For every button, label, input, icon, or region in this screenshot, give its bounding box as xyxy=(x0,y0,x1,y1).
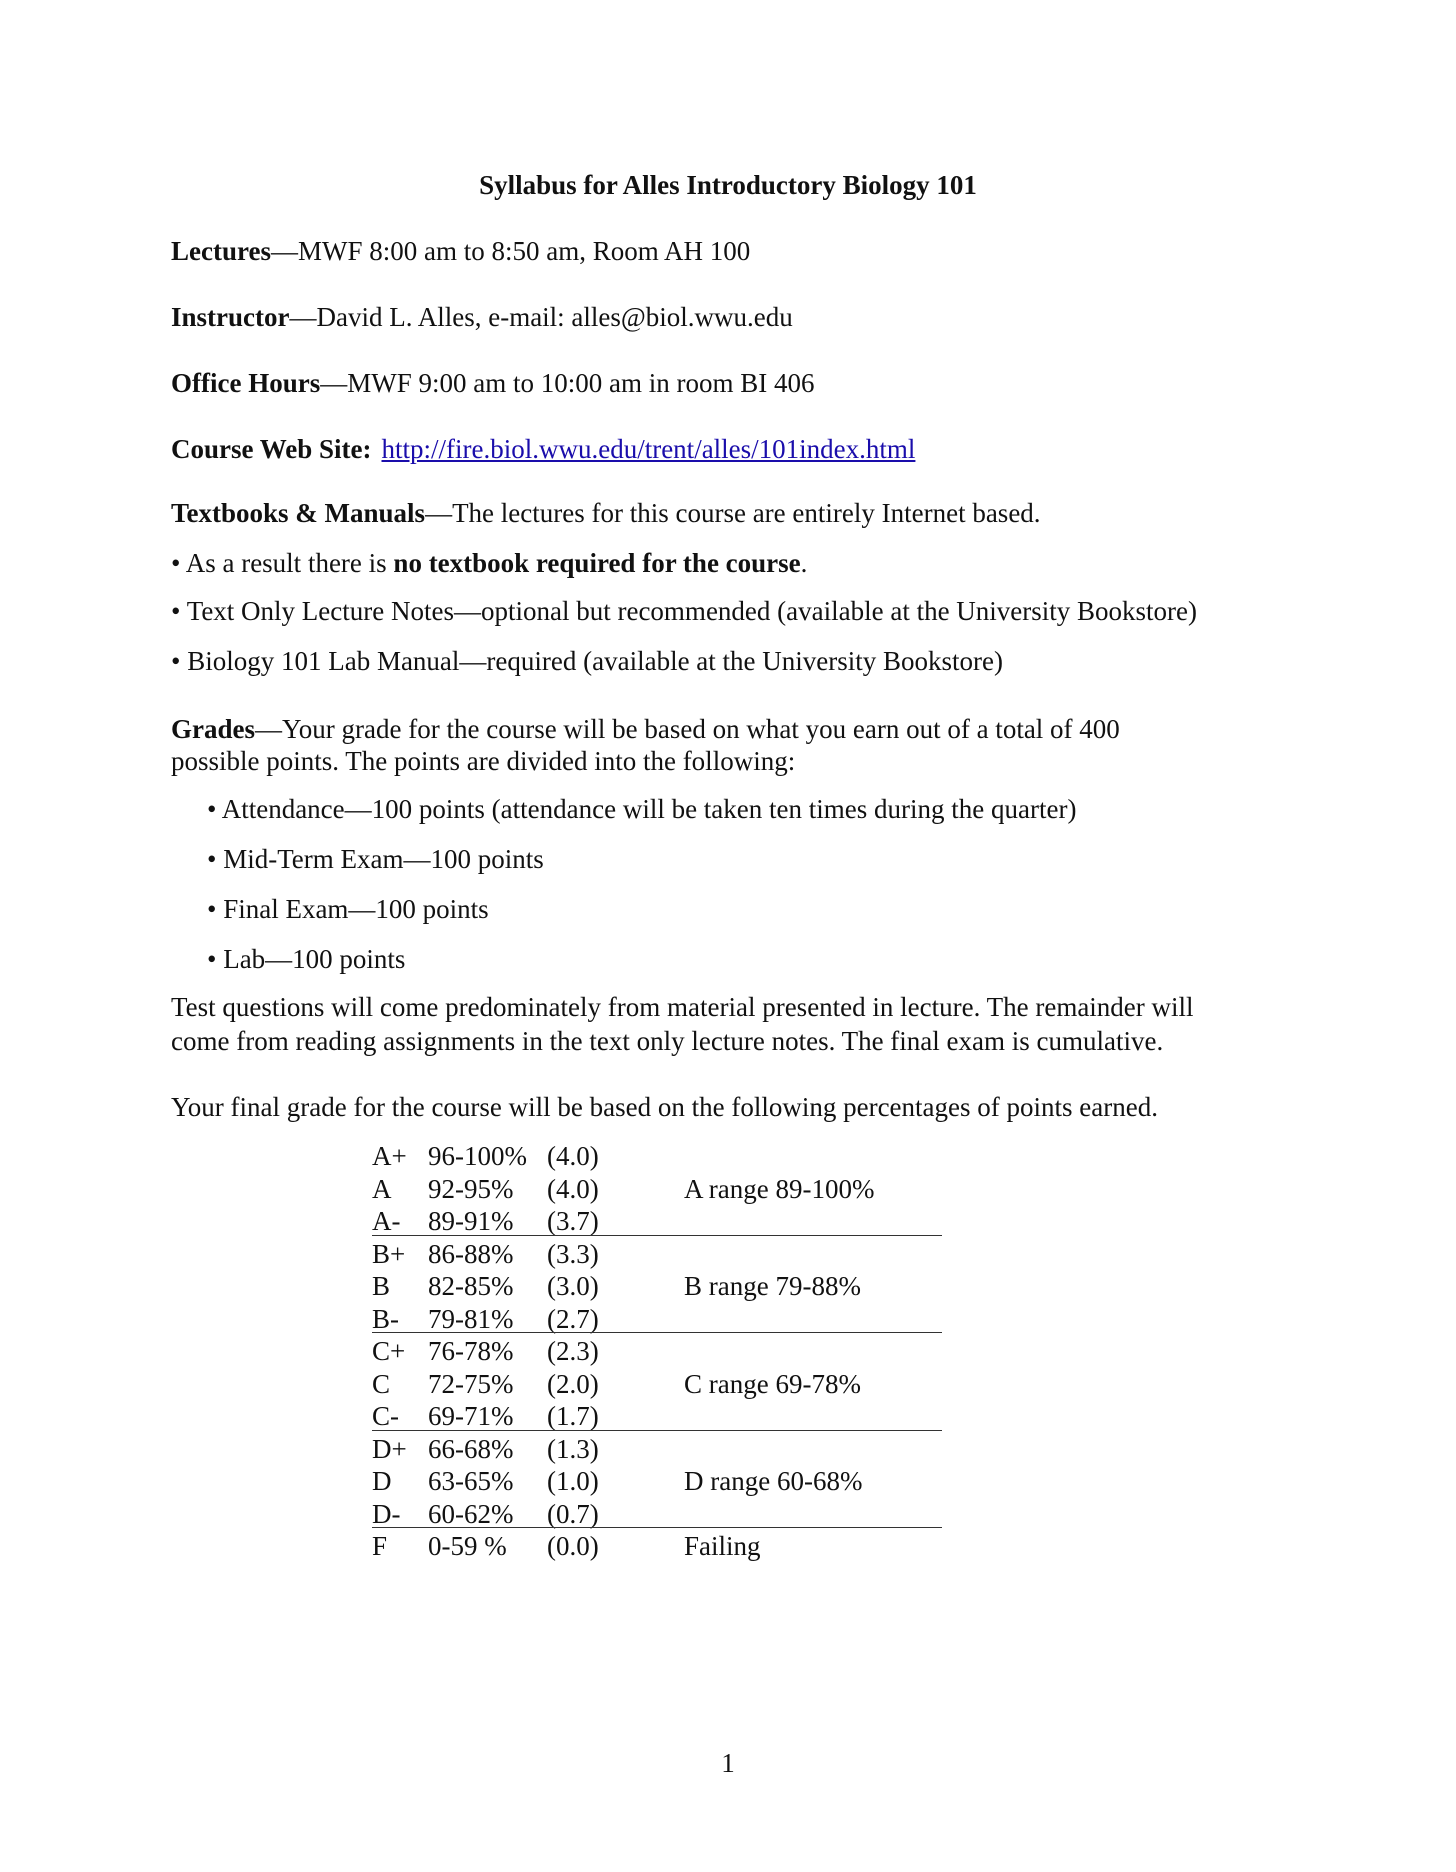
page-number: 1 xyxy=(721,1748,735,1778)
grade-percent: 92-95% xyxy=(428,1173,514,1204)
textbook-bullet-2: • Text Only Lecture Notes—optional but recommended (available at the University Bookstore) xyxy=(171,596,1198,626)
grade-letter: F xyxy=(372,1531,388,1561)
grade-scale-table xyxy=(372,1140,942,1570)
instructor-label: Instructor xyxy=(171,302,290,332)
grade-percent: 79-81% xyxy=(428,1303,514,1334)
instructor-text: —David L. Alles, e-mail: alles@biol.wwu.edu xyxy=(289,302,793,332)
website-line xyxy=(171,432,915,466)
grade-scale-row xyxy=(372,1173,942,1205)
grades-label: Grades xyxy=(171,714,255,744)
grade-range: D range 60-68% xyxy=(684,1466,863,1496)
grade-scale-row xyxy=(372,1530,942,1562)
grade-points: (3.0) xyxy=(547,1271,599,1301)
instructor-line xyxy=(171,300,793,334)
grade-group-divider xyxy=(372,1235,942,1236)
office-hours-text: —MWF 9:00 am to 10:00 am in room BI 406 xyxy=(320,368,815,398)
grade-points: (0.0) xyxy=(547,1531,599,1561)
grade-scale-row xyxy=(372,1270,942,1302)
office-hours-label: Office Hours xyxy=(171,368,321,398)
grades-line-2: possible points. The points are divided into the following: xyxy=(171,746,796,776)
grade-percent: 63-65% xyxy=(428,1466,514,1496)
grade-points: (4.0) xyxy=(547,1173,599,1204)
lectures-text: —MWF 8:00 am to 8:50 am, Room AH 100 xyxy=(270,236,751,266)
lectures-label: Lectures xyxy=(171,236,271,266)
grade-item-attendance: • Attendance—100 points (attendance will be taken ten times during the quarter) xyxy=(207,794,1077,824)
grade-points: (3.3) xyxy=(547,1238,599,1269)
grade-points: (3.7) xyxy=(547,1206,599,1236)
grade-percent: 89-91% xyxy=(428,1206,514,1236)
grade-percent: 76-78% xyxy=(428,1336,514,1366)
textbooks-label: Textbooks & Manuals xyxy=(171,498,426,528)
grade-points: (1.7) xyxy=(547,1401,599,1431)
grade-points: (1.3) xyxy=(547,1433,599,1464)
grade-letter: D+ xyxy=(372,1433,407,1464)
grade-scale-row xyxy=(372,1498,942,1530)
test-note-line-2: come from reading assignments in the text only lecture notes. The final exam is cumulative. xyxy=(171,1026,1164,1056)
grade-percent: 69-71% xyxy=(428,1401,514,1431)
page-title: Syllabus for Alles Introductory Biology 101 xyxy=(479,170,977,200)
grade-item-final: • Final Exam—100 points xyxy=(207,894,489,924)
lectures-line xyxy=(171,234,750,268)
grade-scale-row xyxy=(372,1368,942,1400)
grade-points: (2.3) xyxy=(547,1336,599,1366)
textbook-bullet-1-post: . xyxy=(800,548,808,578)
grade-points: (2.0) xyxy=(547,1368,599,1399)
grade-percent: 60-62% xyxy=(428,1498,514,1529)
textbooks-text: —The lectures for this course are entirely Internet based. xyxy=(425,498,1041,528)
grade-letter: C+ xyxy=(372,1336,406,1366)
grade-points: (2.7) xyxy=(547,1303,599,1334)
grade-letter: B xyxy=(372,1271,391,1301)
grade-group-divider xyxy=(372,1332,942,1333)
grade-letter: A xyxy=(372,1173,392,1204)
textbook-bullet-1-pre: • As a result there is xyxy=(171,548,394,578)
grade-scale-row xyxy=(372,1433,942,1465)
grade-range: B range 79-88% xyxy=(684,1271,861,1301)
grade-scale-row xyxy=(372,1140,942,1172)
grade-percent: 96-100% xyxy=(428,1141,527,1171)
grade-letter: C xyxy=(372,1368,391,1399)
grade-letter: D xyxy=(372,1466,392,1496)
grades-line-1 xyxy=(171,712,1120,746)
grade-letter: A- xyxy=(372,1206,401,1236)
grade-letter: B- xyxy=(372,1303,399,1334)
grade-scale-row xyxy=(372,1303,942,1335)
grades-text-1: —Your grade for the course will be based on what you earn out of a total of 400 xyxy=(255,714,1120,744)
grade-scale-row xyxy=(372,1335,942,1367)
textbook-bullet-3: • Biology 101 Lab Manual—required (available at the University Bookstore) xyxy=(171,646,1003,676)
grade-letter: C- xyxy=(372,1401,399,1431)
grade-group-divider xyxy=(372,1527,942,1528)
final-grade-intro: Your final grade for the course will be based on the following percentages of points earned. xyxy=(171,1092,1158,1122)
grade-range: Failing xyxy=(684,1531,761,1561)
grade-range: C range 69-78% xyxy=(684,1368,861,1399)
website-label: Course Web Site: xyxy=(171,434,372,464)
grade-letter: B+ xyxy=(372,1238,406,1269)
grade-points: (1.0) xyxy=(547,1466,599,1496)
grade-scale-row xyxy=(372,1465,942,1497)
website-link[interactable]: http://fire.biol.wwu.edu/trent/alles/101index.html xyxy=(381,434,916,464)
grade-percent: 0-59 % xyxy=(428,1531,507,1561)
textbook-bullet-1-bold: no textbook required for the course xyxy=(393,548,801,578)
grade-item-midterm: • Mid-Term Exam—100 points xyxy=(207,844,544,874)
textbooks-line xyxy=(171,496,1041,530)
grade-percent: 86-88% xyxy=(428,1238,514,1269)
grade-percent: 82-85% xyxy=(428,1271,514,1301)
grade-scale-row xyxy=(372,1400,942,1432)
grade-scale-row xyxy=(372,1238,942,1270)
grade-percent: 72-75% xyxy=(428,1368,514,1399)
grade-letter: A+ xyxy=(372,1141,407,1171)
grade-points: (0.7) xyxy=(547,1498,599,1529)
office-hours-line xyxy=(171,366,814,400)
grade-item-lab: • Lab—100 points xyxy=(207,944,406,974)
grade-range: A range 89-100% xyxy=(684,1173,875,1204)
grade-scale-row xyxy=(372,1205,942,1237)
grade-group-divider xyxy=(372,1430,942,1431)
grade-percent: 66-68% xyxy=(428,1433,514,1464)
grade-points: (4.0) xyxy=(547,1141,599,1171)
textbook-bullet-1 xyxy=(171,546,807,580)
test-note-line-1: Test questions will come predominately from material presented in lecture. The remainder will xyxy=(171,992,1194,1022)
grade-letter: D- xyxy=(372,1498,401,1529)
